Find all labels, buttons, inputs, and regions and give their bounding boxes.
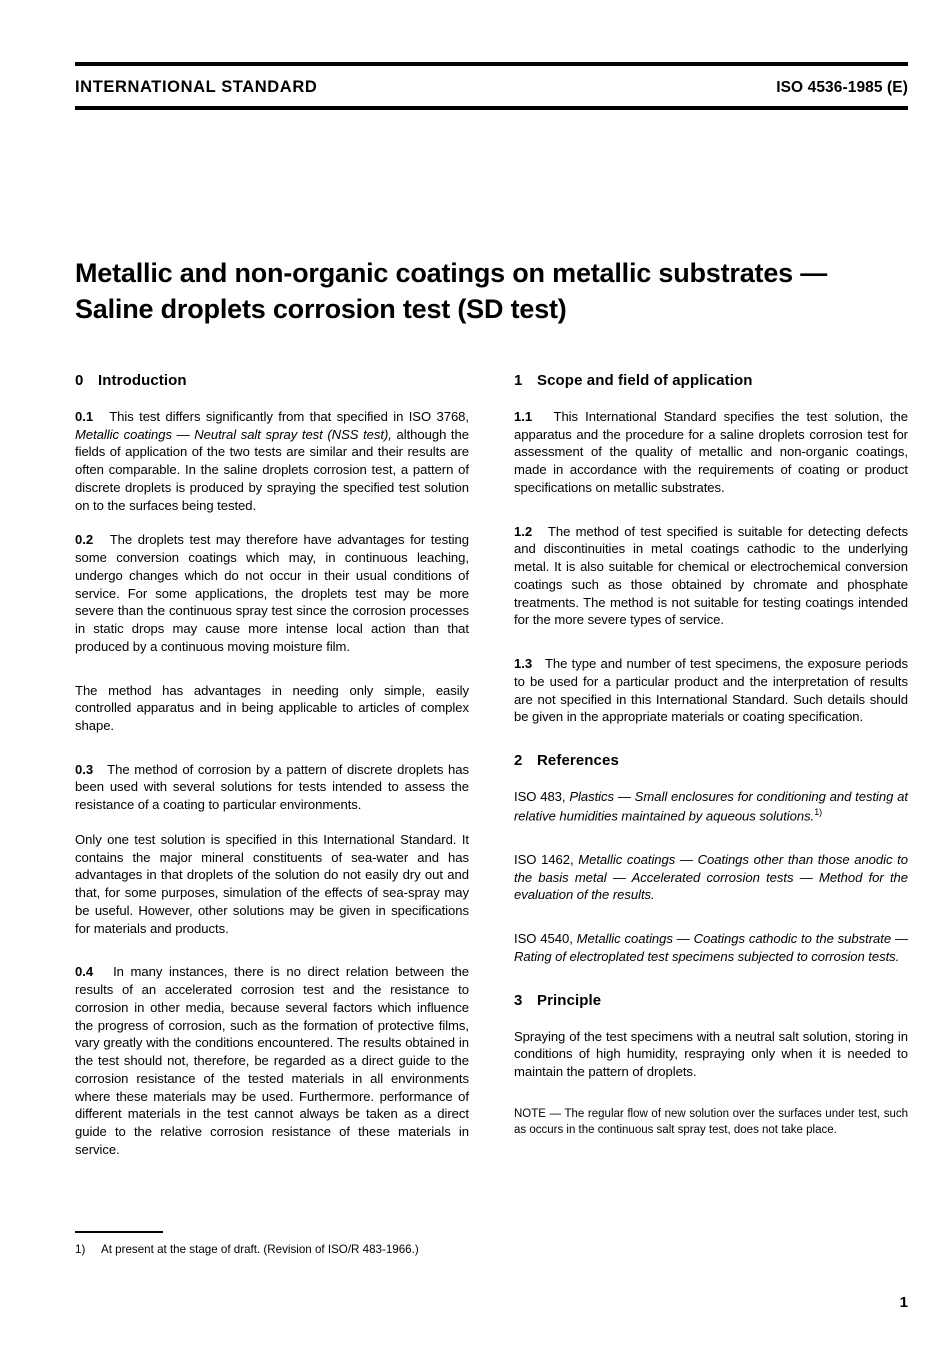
paragraph-1-1	[514, 408, 908, 497]
section-title: Scope and field of application	[537, 372, 753, 389]
section-number: 0	[75, 372, 84, 389]
paragraph-0-3b	[75, 831, 469, 937]
section-title: Principle	[537, 991, 602, 1009]
cited-standard-title: Metallic coatings — Neutral salt spray test (NSS test),	[75, 426, 392, 442]
paragraph-text: Spraying of the test specimens with a neutral salt solution, storing in conditions of high humidity, respraying only when it is needed to maintain the pattern of droplets.	[514, 1028, 908, 1079]
paragraph-0-2b	[75, 682, 469, 735]
paragraph-text: In many instances, there is no direct relation between the results of an accelerated corrosion test and the resistance to corrosion in other media, because several factors which influence the progress of corrosion, such as the formation of protective films, vary greatly with the conditions encountered. The results obtained in the test should not, therefore, be regarded as a direct guide to the corrosion resistance of the tested materials in all environments where these materials may be used. Furthermore. performance of different materials in the test cannot always be taken as a direct guide to the relative corrosion resistance of these materials in service.	[75, 964, 469, 1157]
paragraph-text: The method has advantages in needing only simple, easily controlled apparatus and in being applicable to articles of complex shape.	[75, 682, 469, 734]
page-header	[75, 62, 908, 110]
reference-title: Metallic coatings — Coatings cathodic to the substrate — Rating of electroplated test specimens subjected to corrosion tests.	[514, 931, 908, 964]
section-number: 2	[514, 752, 523, 770]
note-block: NOTE — The regular flow of new solution over the surfaces under test, such as occurs in the continuous salt spray test, does not take place.	[514, 1107, 908, 1136]
footnote-text: At present at the stage of draft. (Revision of ISO/R 483-1966.)	[101, 1242, 419, 1256]
section-title: References	[537, 752, 619, 770]
paragraph-number: 1.2	[514, 523, 533, 539]
reference-iso-483	[514, 788, 908, 825]
paragraph-number: 0.3	[75, 761, 94, 777]
paragraph-text: The method of corrosion by a pattern of discrete droplets has been used with several solutions for tests intended to assess the resistance of a coating to particular environments.	[75, 761, 469, 813]
right-column	[514, 372, 908, 1175]
reference-number: ISO 1462,	[514, 851, 579, 867]
reference-title: Plastics — Small enclosures for conditioning and testing at relative humidities maintained by aqueous solutions.	[514, 789, 908, 824]
page-number: 1	[899, 1294, 908, 1311]
footnote-block	[75, 1231, 469, 1258]
reference-number: ISO 4540,	[514, 931, 577, 947]
paragraph-number: 0.4	[75, 964, 94, 980]
paragraph-1-3	[514, 655, 908, 726]
footnote-separator-rule	[75, 1231, 163, 1233]
section-heading-references	[514, 752, 908, 769]
section-heading-principle	[514, 992, 908, 1009]
header-bottom-rule	[75, 106, 908, 110]
paragraph-number: 0.1	[75, 409, 94, 424]
header-row	[75, 66, 908, 106]
paragraph-number: 0.2	[75, 532, 94, 548]
section-heading-scope	[514, 372, 908, 389]
paragraph-text: The method of test specified is suitable for detecting defects and discontinuities in metal coatings cathodic to the underlying metal. It is also suitable for chemical or electrochemical conversion coatings such as those obtained by chromate and phosphate treatments. The method is not suitable for testing coatings intended for the more severe types of service.	[514, 523, 908, 628]
paragraph-0-1	[75, 408, 469, 514]
reference-iso-4540	[514, 930, 908, 965]
section-title: Introduction	[98, 372, 187, 389]
title-line-1: Metallic and non-organic coatings on metallic substrates —	[75, 258, 828, 289]
paragraph-0-4	[75, 963, 469, 1158]
paragraph-text: Only one test solution is specified in this International Standard. It contains the major mineral constituents of sea-water and has advantages in that droplets of the solution do not easily dry out and that, for some purposes, simulation of the effects of sea-spray may be useful. However, other solutions may be given in specifications for materials and products.	[75, 831, 469, 936]
paragraph-text-part-1: This test differs significantly from that specified in ISO 3768,	[109, 409, 470, 424]
page-title	[75, 256, 910, 328]
footnote-marker: 1)	[75, 1242, 86, 1256]
reference-number: ISO 483,	[514, 789, 570, 805]
left-column	[75, 372, 469, 1175]
paragraph-number: 1.1	[514, 409, 533, 424]
paragraph-0-3	[75, 761, 469, 814]
section-heading-introduction	[75, 372, 469, 389]
footnote-reference-marker: 1)	[814, 806, 823, 817]
paragraph-text: The type and number of test specimens, the exposure periods to be used for a particular product and the interpretation of results are not specified in this International Standard. Such details should be given in the appropriate materials or coating specification.	[514, 656, 908, 725]
title-line-2: Saline droplets corrosion test (SD test)	[75, 293, 567, 324]
paragraph-1-2	[514, 523, 908, 629]
two-column-body	[75, 372, 908, 1175]
paragraph-text-part-2: although the fields of application of the two tests are similar and their results are often comparable. In the saline droplets corrosion test, a pattern of discrete droplets is produced by spraying the specified test solution on to the surfaces being tested.	[75, 426, 469, 513]
reference-title: Metallic coatings — Coatings other than those anodic to the basis metal — Accelerated corrosion tests — Method for the evaluation of the results.	[514, 851, 908, 903]
reference-iso-1462	[514, 851, 908, 904]
paragraph-text: The droplets test may therefore have advantages for testing some conversion coatings which may, in continuous leaching, undergo changes which do not occur in their usual conditions of service. For some applications, the droplets test may be more severe than the continuous spray test since the corrosion processes in static drops may cause more intense local action than that produced by a continuous moving moisture film.	[75, 532, 469, 654]
standard-number-label: ISO 4536-1985 (E)	[776, 79, 908, 96]
standard-type-label: INTERNATIONAL STANDARD	[75, 78, 318, 96]
paragraph-number: 1.3	[514, 656, 533, 672]
section-number: 1	[514, 372, 523, 389]
paragraph-principle	[514, 1028, 908, 1081]
paragraph-text: This International Standard specifies the test solution, the apparatus and the procedure for a saline droplets corrosion test for assessment of the quality of metallic and non-organic coatings, made in accordance with the requirements of coating or product specifications on metallic substrates.	[514, 409, 909, 495]
paragraph-0-2	[75, 531, 469, 655]
section-number: 3	[514, 991, 523, 1009]
footnote-line	[75, 1242, 469, 1258]
